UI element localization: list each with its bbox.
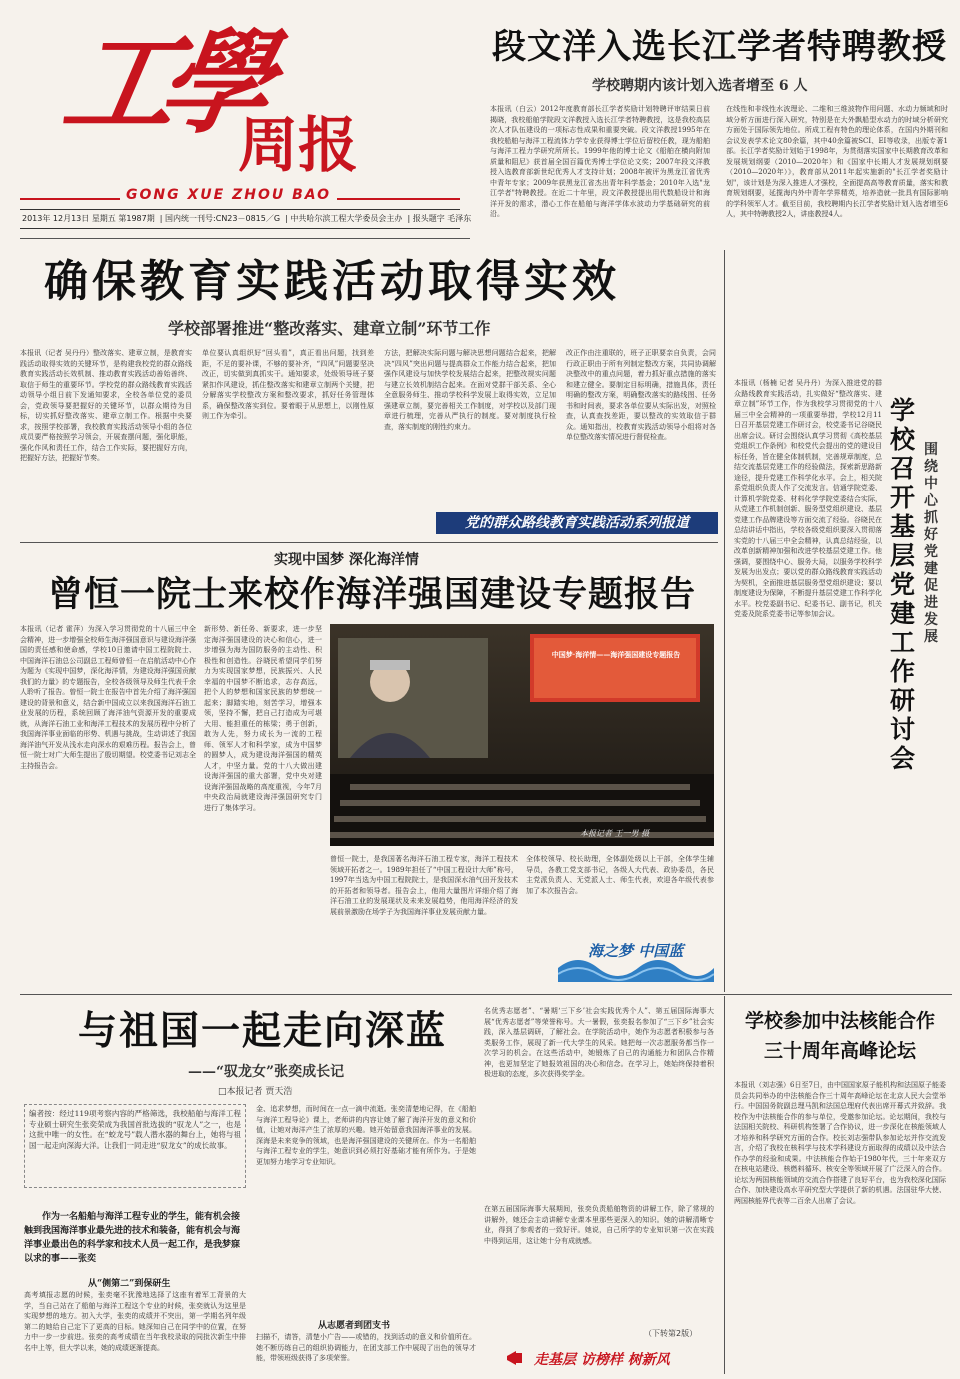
masthead-info-rule-bottom: [20, 228, 460, 229]
headline-line-1: 学校参加中法核能合作: [744, 1010, 935, 1032]
article-column: 本报讯（白云）2012年度教育部长江学者奖励计划特聘评审结果日前揭晓，我校船舶学院段文洋教授入选长江学者特聘教授，这是我校高层次人才队伍建设的一项标志性成果和重要突破。段文洋教授1995年在我校船舶与海洋工程流体力学专业获得博士学位后留校任教，现为船舶与海洋工程力学研究所所长。1999年他的博士论文《船舶在横向附加质量和阻尼》获首届全国百篇优秀博士学位论文奖；2007年段文洋教授入选教育部新世纪优秀人才支持计划；2008年被评为黑龙江省优秀中青年专家；2009年获黑龙江省杰出青年科学基金；2010年入选"龙江学者"特聘教授。在近二十年里，段文洋教授提出用代数船设计和海洋开发的需求，潜心工作在船舶与海洋学体水波动力学基础研究的前沿。: [490, 105, 710, 218]
headline: 段文洋入选长江学者特聘教授: [492, 27, 947, 67]
masthead-info-rule-top: [20, 209, 460, 210]
megaphone-icon: [504, 1346, 528, 1370]
quote-block: 作为一名船舶与海洋工程专业的学生，能有机会接触到我国海洋事业最先进的技术和装备，能有机会与海洋事业最出色的科学家和技术人员一起工作，是我梦寐以求的事——张奕: [24, 1212, 241, 1264]
sea-banner-text: 海之梦 中国蓝: [588, 942, 684, 960]
divider: [20, 238, 470, 239]
story-party-seminar: [728, 250, 952, 990]
campaign-banner: [504, 1346, 714, 1370]
article-column: 方法，把解决实际问题与解决思想问题结合起来，把解决“四风”突出问题与提高群众工作能力结合起来，把加强作风建设与加快学校发展结合起来，把整改规实问题与建立长效机制结合起来。在面对党群干部关系、全心全意服务师生、推动学校科学发展上取得实效，立足加强建章立制，要完善相关工作制度，对学校以及部门现章进行梳理，完善从严执行的制度。要对制度执行检查，落实制度的刚性约束力。: [384, 349, 556, 431]
subheadline: 学校聘期内该计划入选者增至 6 人: [592, 78, 808, 94]
article-column: 名优秀志愿者”、“暑期‘三下乡’社会实践优秀个人”、第五届国际海事大展“优秀志愿者”等荣誉称号。大一暑假，张奕报名参加了“三下乡”社会实践，深入基层调研，了解社会。在学院活动中，她作为志愿者积极参与各类服务工作，展现了新一代大学生的风采。她把每一次志愿服务都当作一次学习的机会。在这些活动中，她锻炼了自己的沟通能力和团队合作精神，也更加坚定了她报效祖国的决心和信念。在学习上，她始终保持着积极进取的态度，多次获得奖学金。: [484, 1007, 714, 1078]
headline: 与祖国一起走向深蓝: [78, 1009, 448, 1054]
article-column: 新形势、新任务、新要求，进一步坚定海洋强国建设的决心和信心，进一步增强为海为国防服务的主动性、积极性和创造性。谷晓民希望同学们努力为实现国家梦想，民族振兴、人民幸福的中国梦不断追求，志存高远，把个人的梦想和国家民族的梦想统一起来；脚踏实地，刻苦学习，增强本领，坚持不懈，把自己打造成为可堪大用、能担重任的栋梁；勇于创新，敢为人先，努力成长为一流的工程师、领军人才和科学家，成为中国梦的圆梦人，成为建设海洋强国的精英人才，中坚力量。党的十八大做出建设海洋强国的重大部署，党中央对建设海洋强国战略的高度重视，今年7月中央政治局就建设海洋强国研究专门进行了集体学习。: [204, 625, 322, 812]
kicker: 实现中国梦 深化海洋情: [274, 552, 419, 568]
vertical-headline: 学校召开基层党建工作研讨会: [890, 396, 916, 773]
section-title: 从“侧第二”到保研生: [88, 1279, 171, 1289]
publisher: 中共哈尔滨工程大学委员会主办: [290, 214, 403, 223]
divider: [20, 994, 952, 995]
vertical-side-title: 围绕中心 抓好党建 促进发展: [924, 442, 938, 645]
photo-caption: 本报记者 王一男 摄: [580, 829, 650, 838]
campaign-banner-text: 走基层 访榜样 树新风: [534, 1352, 670, 1368]
story-ocean-report: [18, 548, 718, 990]
article-column: 本报讯（记者 霍萍）为深入学习贯彻党的十八届三中全会精神，进一步增强全校师生海洋强国意识与建设海洋强国的责任感和使命感，学校10日邀请中国工程院院士、中国海洋石油总公司副总工程师曾恒一在启航活动中心作为题为《实现中国梦，深化海洋情，为建设海洋强国贡献我们的力量》的专题报告，全校各级领导及师生代表千余人聆听了报告。曾恒一院士在报告中首先介绍了海洋强国建设的背景和意义，结合新中国成立以来我国海洋石油工业发展的历程，系统回顾了海洋油气资源开发的重要成就，从海洋石油工业和海洋工程技术的发展历程中分析了我国海洋事业面临的形势、机遇与挑战，生动讲述了我国海洋油气开发从浅水走向深水的艰难历程。报告会上，曾恒一院士对广大师生提出了殷切期望。校党委书记刘志全主持报告会。: [20, 625, 196, 770]
article-column: 曾恒一院士，是我国著名海洋石油工程专家，海洋工程技术领域开拓者之一。1989年担任了“中国工程设计大师”称号，1997年当选为中国工程院院士，是我国深水油气田开发技术的开拓者和领导者。报告会上，他用大量图片详细介绍了海洋石油工业的发展现状及未来发展趋势，他用海洋经济的发展前景激励在场学子为我国海洋事业发展贡献力量。: [330, 855, 518, 916]
headline: 曾恒一院士来校作海洋强国建设专题报告: [48, 575, 697, 615]
article-column: 改正作由注重联的，班子正职要亲自负责，会同行政正职由于所有列制定整改方案，共同协调解决整改中的重点问题，着力抓好重点措施的落实和建立健全。要制定目标明确，措施具体，责任明确的整改方案，明确整改落实的路线图、任务书和时间表，要求各单位要从实际出发，对照检查，认真查找差距，要以整改的实效取信于群众。通知指出，校教育实践活动领导小组将对各单位整改落实情况进行督促检查。: [566, 349, 716, 441]
article-column: 在线性和非线性水波理论、二维和三维波物作用问题、水动力频域和时域分析方面进行深入研究，特别是在大外飘船型水动力的时域分析研究方面处于国际领先地位。所成工程有特色的理论体系，在国内外期刊和会议发表学术论文80余篇，其中40余篇被SCI、EI等收录，出版专著1部。长江学者奖励计划始于1998年，为贯彻落实国家中长期教育改革和发展规划纲要（2010—2020年）和《国家中长期人才发展规划纲要（2010—2020年）》，教育部从2011年起实施新的"长江学者奖励计划"，该计划是为深入推进人才强校，全面提高高等教育质量，落实和教育规划纲要，延揽海内外中青年学界精英，培养造就一批具有国际影响的学科领军人才。截至目前，我校聘期内长江学者奖励计划入选者增至6人，其中特聘教授2人，讲座教授4人。: [726, 105, 948, 218]
article-column: 高考填报志愿的时候，张奕毫不犹豫地选择了这座有着军工背景的大学，当自己站在了船舶与海洋工程这个专业的时候，张奕就认为这里是实现梦想的地方。初入大学，张奕的成绩并不突出，第一学期名列年级第二的她给自己定下了更高的目标。她深知自己在同学中的位置，在努力中一步一步前进。张奕的高考成绩在当年我校录取的同批次新生中排名中上等，但大学以来，她的成绩逐渐提高。: [24, 1291, 246, 1352]
article-column: 本报讯（记者 吴丹丹）整改落实、建章立制，是教育实践活动取得实效的关键环节，是构建我校党的群众路线教育实践活动长效机制、推动教育实践活动善始善终、取信于师生的重要环节。学校党的群众路线教育实践活动领导小组日前下发通知要求，全校各单位党的委员会，党政领导要把握好的关键环节，以群众期待为目标，切实抓好整改落实、建章立制工作。根据中央要求，按照学校部署，我校教育实践活动领导小组的各位成员要严格按照学习领会，开展查摆问题，强化职能，强化作风和责任工作，结合工作实际，要把握好方向，把握好方法，把握好节奏。: [20, 349, 192, 462]
byline-sub: ——“驭龙女”张奕成长记: [188, 1064, 345, 1080]
masthead-logo: 工學: [54, 18, 266, 149]
cn-number: 国内统一刊号:CN23－0815／G: [165, 214, 281, 223]
issue-weekday: 星期五: [91, 214, 116, 223]
masthead: [0, 0, 470, 260]
masthead-info: 2013年 12月13日 星期五 第1987期 | 国内统一刊号:CN23－0815／G | 中共哈尔滨工程大学委员会主办 | 报头题字 毛泽东: [22, 214, 472, 223]
subheadline: 学校部署推进“整改落实、建章立制”环节工作: [168, 319, 491, 338]
article-column: 本报讯（杨楠 记者 吴丹丹）为深入推进党的群众路线教育实践活动，扎实做好“整改落实、建章立制”环节工作，作为我校学习贯彻党的十八届三中全会精神的一项重要举措，学校12月11日召开基层党建工作研讨会，校党委书记谷晓民出席会议。研讨会围绕认真学习贯彻《高校基层党组织工作条例》和校党代会提出的党的建设目标任务，旨在健全体制机制，完善规章制度，总结交流基层党建工作的经验做法，探索新思路新途径，提升党建工作科学化水平。会上，相关院系党组织负责人作了交流发言。信通学院党委、计算机学院党委、材料化学学院党委结合实际，从党建工作机制创新、服务型党组织建设、基层党建工作品牌建设等方面交流了经验。谷晓民在总结讲话中指出，学校各级党组织要深入贯彻落实党的十八届三中全会精神，认真总结经验，以改革创新精神加强和改进学校基层党建工作。他强调，要围绕中心、服务大局，以服务学校科学发展为出发点；要以党的群众路线教育实践活动为契机，全面推进基层服务型党组织建设；要以制度建设为保障，不断提升基层党建工作科学化水平。校党委副书记、纪委书记、副书记，机关党委及院系党委书记等参加会议。: [734, 379, 882, 618]
story-deep-blue: [18, 998, 718, 1374]
article-column: 扫描不，请答，清楚小广告——或错的，找到活动的意义和价值所在。她不断历练自己的组织协调能力，在团支部工作中展现了出色的领导才能，带领班级获得了多项荣誉。: [256, 1333, 476, 1362]
article-column: 本报讯（刘志强）6日至7日，由中国国家原子能机构和法国原子能委员会共同举办的中法核能合作三十周年高峰论坛在北京人民大会堂举行。中国国务院副总理马凯和法国总理府代表出席开幕式并致辞。我校作为中法核能合作的参与单位，受邀参加论坛。论坛期间，我校与法国相关院校、科研机构签署了合作协议，进一步深化在核能领域人才培养和科学研究方面的合作。校长刘志强带队参加论坛并作交流发言，介绍了我校在核科学与技术学科建设方面取得的成绩以及中法合作办学的经验和成果。中法核能合作始于1980年代，三十年来双方在核电站建设、核燃料循环、核安全等领域开展了广泛深入的合作。论坛为两国核能领域的交流合作搭建了良好平台，也为我校深化国际合作、加快建设高水平研究型大学提供了新的机遇。法国驻华大使、两国核能界代表等二百余人出席了会议。: [734, 1081, 946, 1205]
story-nuclear-forum: [728, 998, 952, 1374]
sea-banner: [558, 934, 714, 982]
article-column: 在第五届国际海事大展期间，张奕负责船舶物资的讲解工作，除了常规的讲解外，她还会主动讲解专业课本里那些更深入的知识。她的讲解清晰专业，得到了参观者的一致好评。她说，自己所学的专业知识第一次在实践中得到运用，这让她十分有成就感。: [484, 1205, 714, 1245]
story-changjiang-scholar: [480, 20, 950, 255]
section-title: 从志愿者到团支书: [318, 1321, 391, 1331]
divider: [20, 542, 718, 543]
continued-note: （下转第2版）: [644, 1329, 698, 1338]
vertical-divider: [724, 250, 725, 992]
vertical-divider: [724, 996, 725, 1374]
byline: □本报记者 贾天浩: [218, 1087, 293, 1097]
masthead-pinyin: GONG XUE ZHOU BAO: [120, 187, 337, 203]
editor-note: 编者按：经过119项考察内容的严格筛选，我校船舶与海洋工程专业硕士研究生张奕荣成为我国首批选拔的“驭龙人”之一，也是这批中唯一的女性。在“蛟龙号”载人潜水器的舞台上，她将与祖国一起走向深海大洋。让我们一同走进“驭龙女”的成长故事。: [24, 1104, 246, 1188]
inscription: 报头题字 毛泽东: [412, 214, 472, 223]
headline-line-2: 三十周年高峰论坛: [763, 1040, 916, 1062]
photo-banner: 中国梦·海洋情——海洋强国建设专题报告: [551, 650, 681, 659]
headline: 确保教育实践活动取得实效: [44, 256, 620, 307]
series-banner: 党的群众路线教育实践活动系列报道: [436, 512, 718, 534]
article-column: 全体校领导、校长助理，全体副处级以上干部，全体学生辅导员，各教工党支部书记，各级人大代表、政协委员，各民主党派负责人、无党派人士、师生代表，欢迎各年级代表参加了本次报告会。: [526, 855, 714, 895]
issue-number: 第1987期: [118, 214, 155, 223]
report-photo: [330, 624, 714, 846]
article-column: 金、追求梦想，而时间在一点一滴中流逝。张奕清楚地记得，在《船舶与海洋工程导论》课上，老师讲的内容让她了解了海洋开发的意义和价值，让她对海洋产生了浓厚的兴趣。她开始留意我国海洋事业的发展。深海是未来竞争的领域，也是海洋强国建设的关键所在。作为一名船舶与海洋工程专业的学生，她意识到必须打好基础才能有所作为。于是她更加努力地学习专业知识。: [256, 1105, 476, 1166]
masthead-title: 周报: [238, 111, 358, 181]
issue-date: 2013年 12月13日: [22, 214, 90, 223]
article-column: 单位要认真组织好“回头看”，真正看出问题，找到差距，不足的要补课，不够的要补齐，“四风”问题要坚决改正，切实做到真抓实干。通知要求，处级领导班子要紧扣作风建设，抓住整改落实和建章立制两个关键，把分解落实学校整改方案和整改要求，抓好任务管理体系，确保整改落实到位。要着眼于从思想上，以刚性原则工作为牵引。: [202, 349, 374, 420]
story-education-practice: [18, 248, 718, 540]
